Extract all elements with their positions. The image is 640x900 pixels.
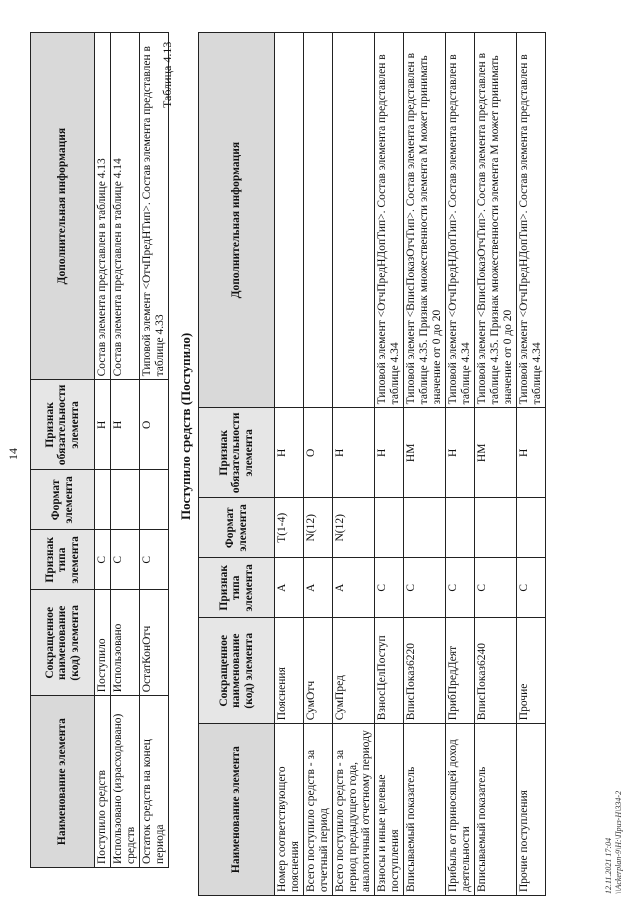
footer-stamp xyxy=(604,791,624,894)
table-row xyxy=(140,33,169,868)
cell-name: Поступило средств xyxy=(95,696,111,868)
cell-format xyxy=(475,498,517,558)
cell-name: Всего поступило средств - за период предыдущего года, аналогичный отчетному периоду xyxy=(333,724,375,896)
table-row xyxy=(275,33,304,896)
page-number: 14 xyxy=(6,448,20,460)
cell-req: НМ xyxy=(404,408,446,498)
stamp-path: \\Ackerplan-9\H:\Приз-Н\334-2 xyxy=(614,790,623,894)
header-element-name: Наименование элемента xyxy=(31,696,95,868)
cell-format: N(12) xyxy=(333,498,375,558)
cell-req: О xyxy=(140,380,169,470)
cell-name: Прочие поступления xyxy=(517,724,546,896)
cell-info xyxy=(333,33,375,408)
cell-req: Н xyxy=(446,408,475,498)
cell-format: T(1-4) xyxy=(275,498,304,558)
table-row xyxy=(304,33,333,896)
stamp-date: 12.11.2021 17:04 xyxy=(604,837,613,894)
cell-req: Н xyxy=(375,408,404,498)
cell-code: СумПред xyxy=(333,618,375,724)
cell-format xyxy=(95,470,111,530)
cell-info: Типовой элемент <ВписПоказОтчТип>. Состав элемента представлен в таблице 4.35. Признак множественности элемента М может принимать значение от 0 до 20 xyxy=(475,33,517,408)
cell-name: Остаток средств на конец периода xyxy=(140,696,169,868)
cell-format xyxy=(446,498,475,558)
cell-type: С xyxy=(404,558,446,618)
table-row xyxy=(404,33,446,896)
cell-format xyxy=(111,470,140,530)
cell-format xyxy=(517,498,546,558)
header-element-required: Признак обязательности элемента xyxy=(199,408,275,498)
cell-code: Прочие xyxy=(517,618,546,724)
cell-info: Типовой элемент <ОтчПредНТип>. Состав элемента представлен в таблице 4.33 xyxy=(140,33,169,380)
table-continuation xyxy=(30,32,169,868)
cell-req: Н xyxy=(95,380,111,470)
cell-format xyxy=(140,470,169,530)
cell-name: Использовано (израсходовано) средств xyxy=(111,696,140,868)
cell-format xyxy=(404,498,446,558)
cell-format xyxy=(375,498,404,558)
section-caption: Поступило средств (Поступило) xyxy=(178,332,193,520)
cell-name: Вписываемый показатель xyxy=(404,724,446,896)
cell-code: Пояснения xyxy=(275,618,304,724)
cell-info: Состав элемента представлен в таблице 4.14 xyxy=(111,33,140,380)
cell-name: Номер соответствующего пояснения xyxy=(275,724,304,896)
cell-format: N(12) xyxy=(304,498,333,558)
header-element-code: Сокращенное наименование (код) элемента xyxy=(199,618,275,724)
cell-type: А xyxy=(304,558,333,618)
cell-name: Вписываемый показатель xyxy=(475,724,517,896)
table-label: Таблица 4.13 xyxy=(160,41,174,108)
cell-info: Состав элемента представлен в таблице 4.13 xyxy=(95,33,111,380)
header-additional-info: Дополнительная информация xyxy=(31,33,95,380)
cell-code: ВписПоказ6220 xyxy=(404,618,446,724)
header-element-format: Формат элемента xyxy=(31,470,95,530)
cell-req: Н xyxy=(275,408,304,498)
table-row xyxy=(375,33,404,896)
cell-info: Типовой элемент <ВписПоказОтчТип>. Состав элемента представлен в таблице 4.35. Признак множественности элемента М может принимать значение от 0 до 20 xyxy=(404,33,446,408)
cell-info: Типовой элемент <ОтчПредНДопТип>. Состав элемента представлен в таблице 4.34 xyxy=(446,33,475,408)
header-element-type: Признак типа элемента xyxy=(31,530,95,590)
cell-code: ВписПоказ6240 xyxy=(475,618,517,724)
cell-type: А xyxy=(275,558,304,618)
cell-req: НМ xyxy=(475,408,517,498)
cell-type: С xyxy=(475,558,517,618)
table-row xyxy=(95,33,111,868)
table-row xyxy=(517,33,546,896)
cell-info: Типовой элемент <ОтчПредНДопТип>. Состав элемента представлен в таблице 4.34 xyxy=(517,33,546,408)
cell-req: Н xyxy=(517,408,546,498)
cell-code: ПрибПредДеят xyxy=(446,618,475,724)
cell-req: Н xyxy=(111,380,140,470)
table-row xyxy=(111,33,140,868)
cell-req: О xyxy=(304,408,333,498)
cell-type: С xyxy=(517,558,546,618)
header-element-required: Признак обязательности элемента xyxy=(31,380,95,470)
table-4-13 xyxy=(198,32,546,896)
cell-info: Типовой элемент <ОтчПредНДопТип>. Состав элемента представлен в таблице 4.34 xyxy=(375,33,404,408)
cell-type: С xyxy=(95,530,111,590)
header-element-code: Сокращенное наименование (код) элемента xyxy=(31,590,95,696)
cell-code: ОстатКонОтч xyxy=(140,590,169,696)
cell-info xyxy=(275,33,304,408)
cell-type: С xyxy=(375,558,404,618)
cell-type: С xyxy=(111,530,140,590)
cell-name: Прибыль от приносящей доход деятельности xyxy=(446,724,475,896)
header-element-name: Наименование элемента xyxy=(199,724,275,896)
table-row xyxy=(446,33,475,896)
cell-info xyxy=(304,33,333,408)
cell-code: СумОтч xyxy=(304,618,333,724)
cell-name: Всего поступило средств - за отчетный период xyxy=(304,724,333,896)
table-row xyxy=(475,33,517,896)
cell-req: Н xyxy=(333,408,375,498)
cell-code: ВзносЦелПоступ xyxy=(375,618,404,724)
cell-code: Использовано xyxy=(111,590,140,696)
header-element-type: Признак типа элемента xyxy=(199,558,275,618)
cell-name: Взносы и иные целевые поступления xyxy=(375,724,404,896)
cell-type: А xyxy=(333,558,375,618)
header-additional-info: Дополнительная информация xyxy=(199,33,275,408)
header-element-format: Формат элемента xyxy=(199,498,275,558)
table-row xyxy=(333,33,375,896)
cell-type: С xyxy=(140,530,169,590)
cell-type: С xyxy=(446,558,475,618)
cell-code: Поступило xyxy=(95,590,111,696)
